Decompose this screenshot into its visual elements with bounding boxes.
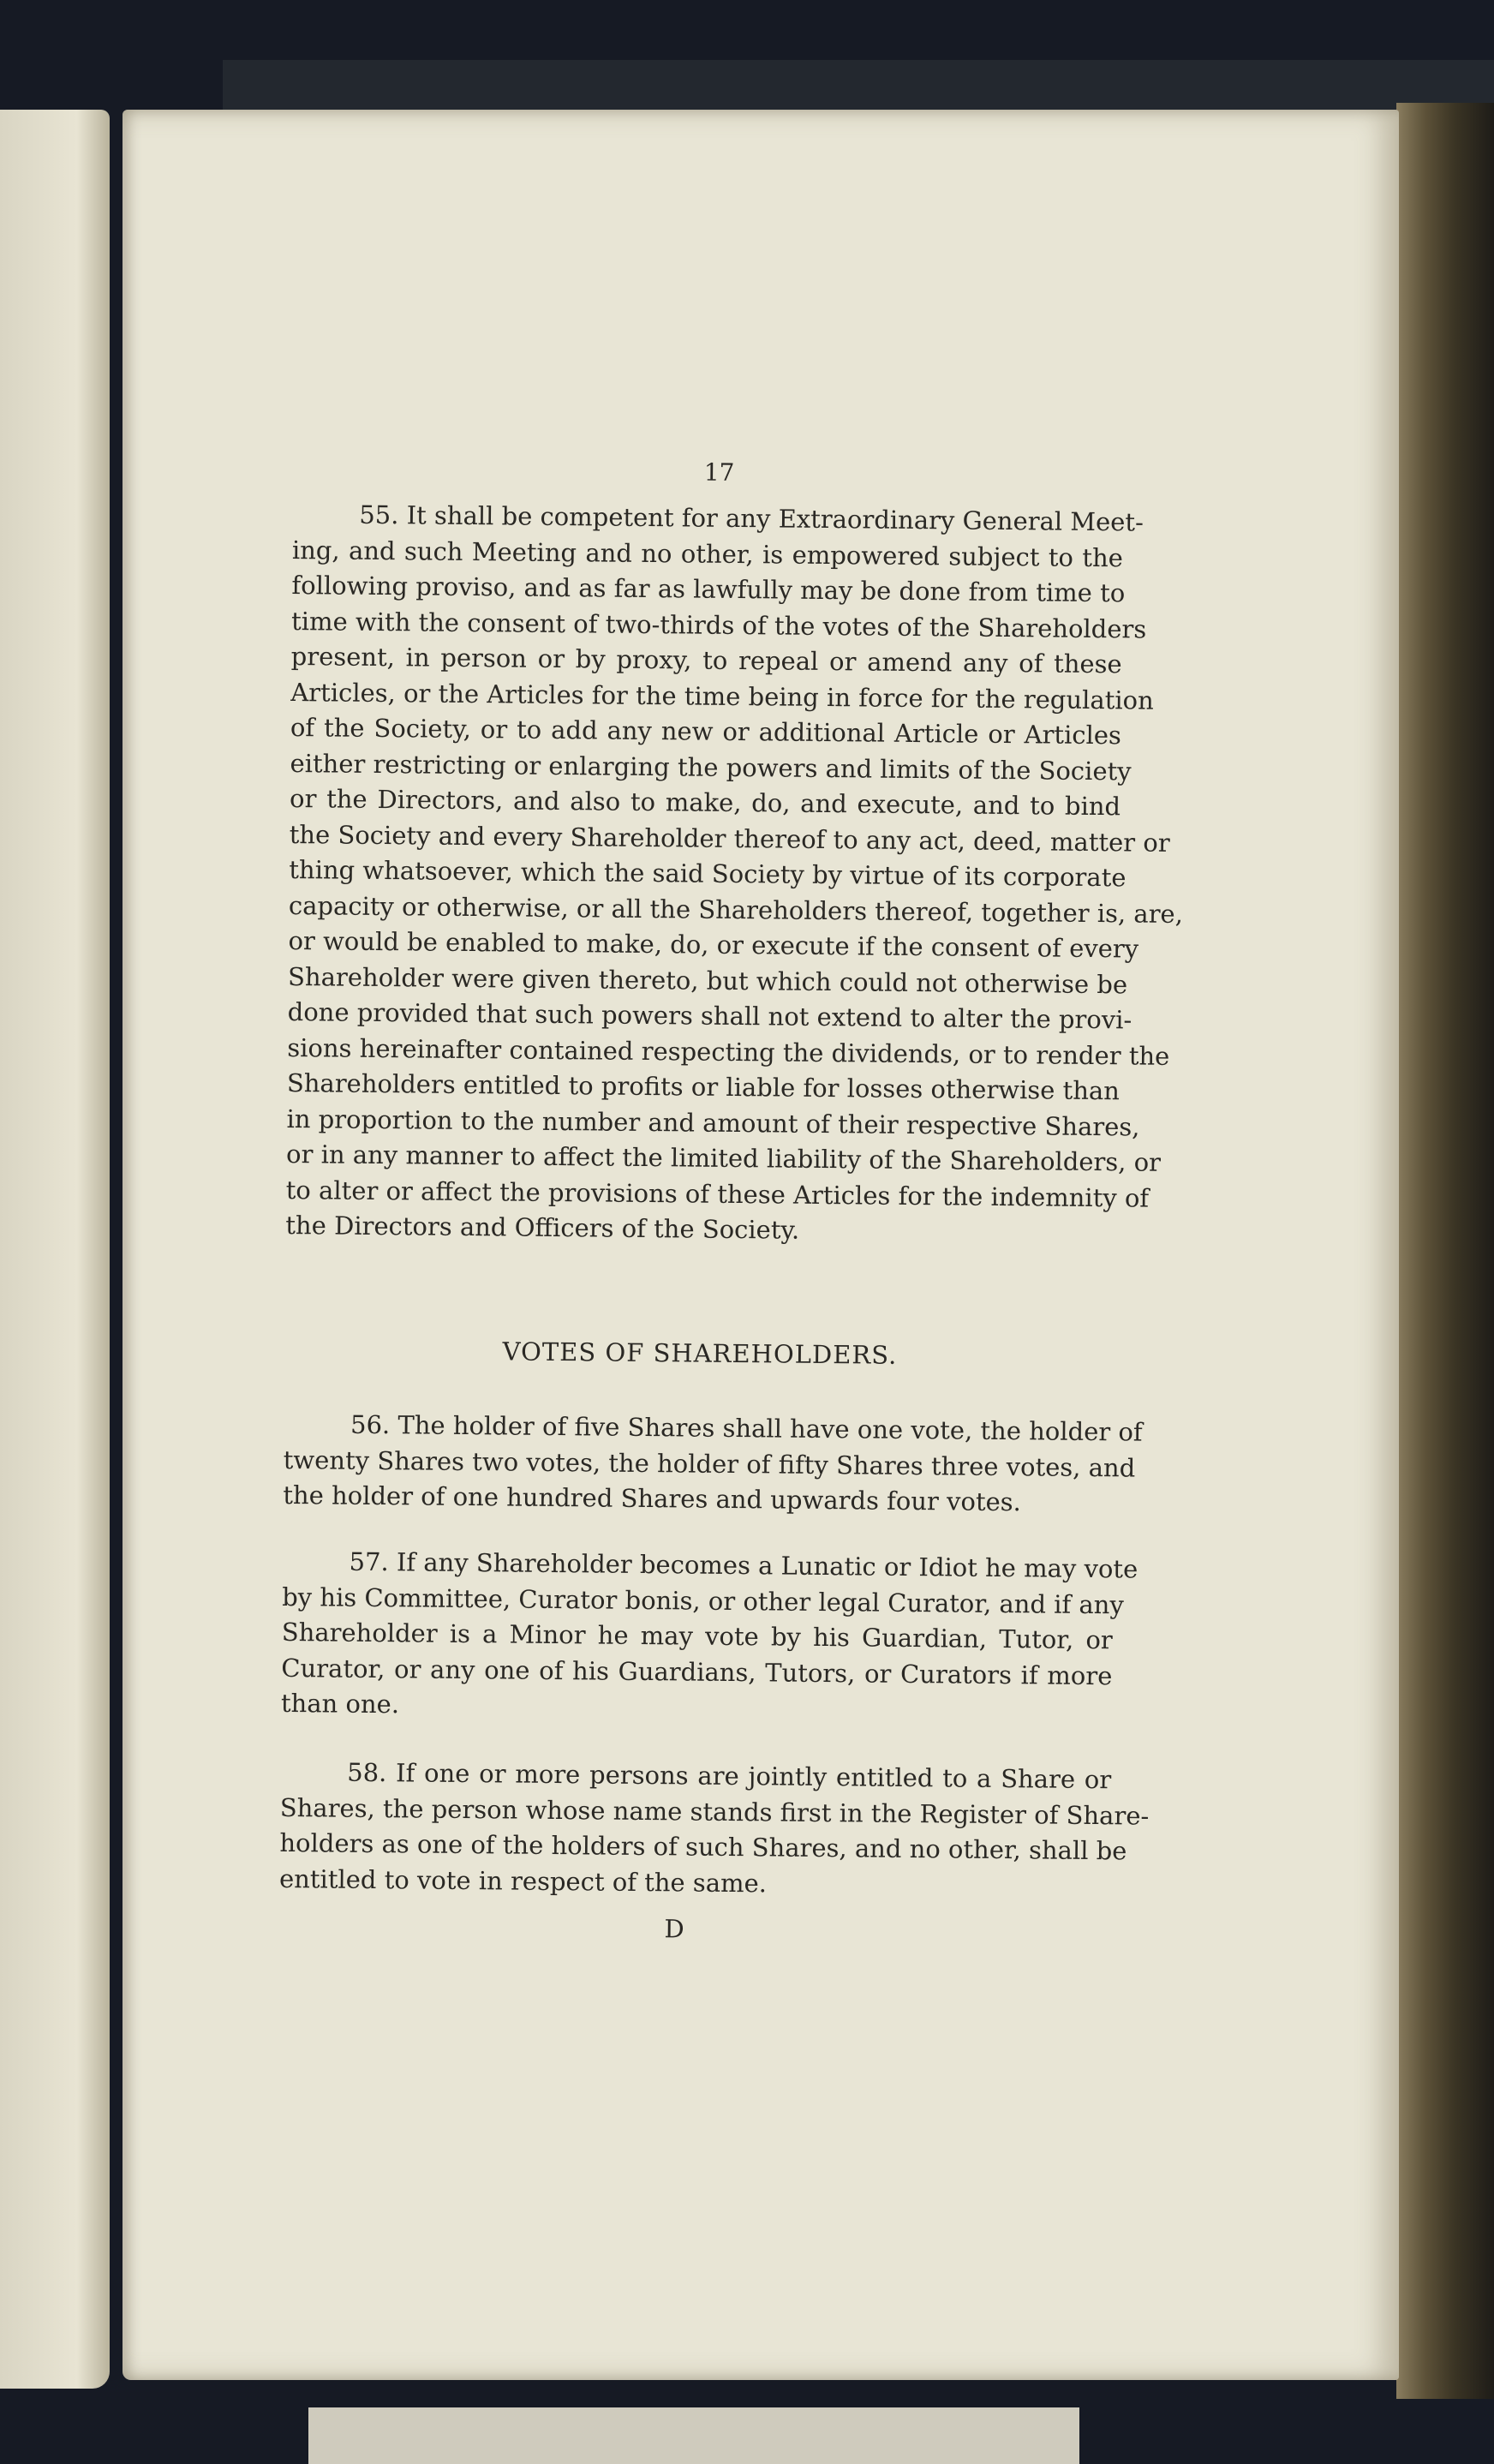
text-line: either restricting or enlarging the powers and limits of the Society <box>290 748 1132 786</box>
book-cover-top <box>223 60 1494 111</box>
text-line: done provided that such powers shall not extend to alter the provi- <box>287 996 1132 1035</box>
text-line: holders as one of the holders of such Shares, and no other, shall be <box>279 1827 1127 1866</box>
text-line: Articles, or the Articles for the time being in force for the regulation <box>290 677 1154 715</box>
text-line: following proviso, and as far as lawfully may be done from time to <box>291 570 1126 608</box>
article-56 <box>283 1407 1143 1522</box>
text-line: by his Committee, Curator bonis, or other legal Curator, and if any <box>282 1582 1124 1619</box>
text-line: entitled to vote in respect of the same. <box>278 1863 768 1898</box>
text-line: 56. The holder of five Shares shall have one vote, the holder of <box>350 1409 1143 1447</box>
text-line: 58. If one or more persons are jointly entitled to a Share or <box>347 1757 1112 1795</box>
text-line: the Society and every Shareholder thereof to any act, deed, matter or <box>289 819 1170 858</box>
text-line: the Directors and Officers of the Society. <box>285 1210 800 1245</box>
text-line: than one. <box>280 1688 400 1719</box>
text-line: or would be enabled to make, do, or execute if the consent of every <box>288 925 1139 964</box>
text-line: in proportion to the number and amount of their respective Shares, <box>286 1103 1140 1142</box>
signature-mark: D <box>664 1914 684 1944</box>
page-bottom-strip <box>308 2407 1079 2464</box>
text-line: Shareholders entitled to profits or liable for losses otherwise than <box>286 1068 1120 1106</box>
text-line: to alter or affect the provisions of these Articles for the indemnity of <box>285 1175 1150 1213</box>
text-line: of the Society, or to add any new or additional Article or Articles <box>290 712 1122 751</box>
text-line: thing whatsoever, which the said Society by virtue of its corporate <box>289 854 1126 893</box>
text-line: 57. If any Shareholder becomes a Lunatic or Idiot he may vote <box>349 1546 1138 1584</box>
text-line: Curator, or any one of his Guardians, Tutors, or Curators if more <box>281 1653 1113 1690</box>
text-line: or in any manner to affect the limited liability of the Shareholders, or <box>285 1139 1162 1177</box>
text-line: the holder of one hundred Shares and upwards four votes. <box>283 1480 1022 1517</box>
text-line: or the Directors, and also to make, do, and execute, and to bind <box>289 783 1121 822</box>
text-line: time with the consent of two-thirds of the votes of the Shareholders <box>290 606 1147 644</box>
text-line: 55. It shall be competent for any Extraordinary General Meet- <box>359 499 1144 537</box>
section-heading: VOTES OF SHAREHOLDERS. <box>502 1337 898 1370</box>
page-stack-edge <box>1396 103 1494 2399</box>
article-57 <box>280 1544 1138 1730</box>
article-55 <box>285 497 1184 1252</box>
text-line: capacity or otherwise, or all the Shareholders thereof, together is, are, <box>288 890 1184 929</box>
text-line: ing, and such Meeting and no other, is empowered subject to the <box>291 535 1124 572</box>
text-line: Shareholder were given thereto, but which could not otherwise be <box>287 961 1128 999</box>
article-58 <box>278 1755 1150 1905</box>
page-number: 17 <box>703 458 735 487</box>
text-line: Shareholder is a Minor he may vote by his Guardian, Tutor, or <box>281 1617 1113 1655</box>
text-line: twenty Shares two votes, the holder of fifty Shares three votes, and <box>283 1444 1136 1482</box>
text-line: present, in person or by proxy, to repeal or amend any of these <box>290 641 1122 679</box>
left-page-edge <box>0 110 110 2389</box>
text-line: sions hereinafter contained respecting the dividends, or to render the <box>287 1032 1170 1071</box>
text-line: Shares, the person whose name stands first in the Register of Share- <box>279 1792 1150 1831</box>
